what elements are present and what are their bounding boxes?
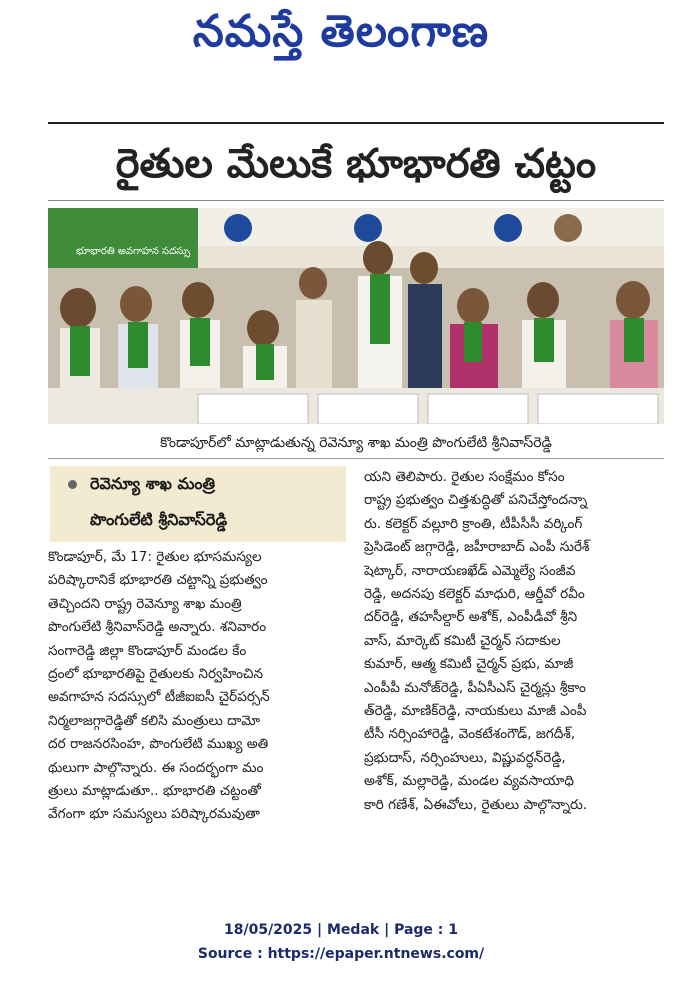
- body-line: ఎంపీపీ మనోజ్‌రెడ్డి, పీఏసీఎస్ చైర్మన్లు శ్రీకాం: [364, 679, 586, 696]
- body-line: నిర్మలాజగ్గారెడ్డితో కలిసి మంత్రులు దామో: [48, 712, 261, 729]
- body-line: షెట్కార్, నారాయణఖేడ్ ఎమ్మెల్యే సంజీవ: [364, 562, 576, 579]
- body-line: యని తెలిపారు. రైతుల సంక్షేమం కోసం: [364, 469, 565, 485]
- subheadline-box: [50, 466, 346, 542]
- body-line: పరిష్కారానికే భూభారతి చట్టాన్ని ప్రభుత్వం: [48, 572, 268, 589]
- body-line: అవగాహన సదస్సులో టీజీఐఐసీ చైర్‌పర్సన్: [48, 689, 270, 706]
- body-line: రు. కలెక్టర్ వల్లూరి క్రాంతి, టీపీసీసీ వర్కింగ్: [364, 515, 583, 532]
- body-line: దర్‌రెడ్డి, తహసీల్దార్ అశోక్, ఎంపీడీవో శ్రీని: [364, 609, 578, 626]
- masthead-title: నమస్తే తెలంగాణ: [192, 6, 490, 57]
- body-line: ప్రభుదాస్, నర్సింహులు, విష్ణువర్ధన్‌రెడ్డి,: [364, 749, 566, 766]
- body-line: త్‌రెడ్డి, మాణిక్‌రెడ్డి, నాయకులు మాజీ ఎంపీ: [364, 703, 587, 720]
- body-line: సంగారెడ్డి జిల్లా కొండాపూర్ మండల కేం: [48, 642, 247, 659]
- article-photo: [48, 208, 664, 424]
- body-line: రాష్ట్ర ప్రభుత్వం చిత్తశుద్ధితో పనిచేస్తోందన్నా: [364, 492, 588, 509]
- body-line: వేగంగా భూ సమస్యలు పరిష్కారమవుతా: [48, 806, 260, 823]
- body-line: త్రులు మాట్లాడుతూ.. భూభారతి చట్టంతో: [48, 783, 261, 800]
- body-line: థులుగా పాల్గొన్నారు. ఈ సందర్భంగా మం: [48, 759, 264, 776]
- headline-bottom-rule: [48, 200, 664, 201]
- body-line: ద్రంలో భూభారతిపై రైతులకు నిర్వహించిన: [48, 666, 263, 683]
- body-line: పొంగులేటి శ్రీనివాస్‌రెడ్డి అన్నారు. శనివారం: [48, 619, 267, 636]
- article-headline: రైతుల మేలుకే భూభారతి చట్టం: [115, 141, 597, 187]
- bullet-icon: [68, 480, 77, 489]
- body-line: టీసీ నర్సింహారెడ్డి, వెంకటేశంగౌడ్, జగదీశ్,: [364, 726, 576, 743]
- article-body-left-column: [48, 546, 348, 827]
- article-body-right-column: [364, 466, 666, 817]
- body-line: దర రాజనరసింహ, పొంగులేటి ముఖ్య అతి: [48, 736, 269, 753]
- body-line: కొండాపూర్, మే 17: రైతుల భూసమస్యల: [48, 549, 262, 565]
- body-line: రెడ్డి, అదనపు కలెక్టర్ మాధురి, ఆర్డీవో రవీం: [364, 586, 585, 603]
- body-line: కుమార్, ఆత్మ కమిటీ చైర్మన్ ప్రభు, మాజీ: [364, 656, 574, 673]
- photo-caption: కొండాపూర్‌లో మాట్లాడుతున్న రెవెన్యూ శాఖ మంత్రి పొంగులేటి శ్రీనివాస్‌రెడ్డి: [48, 428, 664, 459]
- subheadline-line-2: పొంగులేటి శ్రీనివాస్‌రెడ్డి: [90, 510, 228, 529]
- headline-top-rule: [48, 122, 664, 124]
- body-line: ప్రెసిడెంట్ జగ్గారెడ్డి, జహీరాబాద్ ఎంపీ సురేశ్: [364, 539, 590, 556]
- body-line: వాస్, మార్కెట్ కమిటీ చైర్మన్ సదాకుల: [364, 632, 561, 649]
- body-line: కారి గణేశ్, ఏఈవోలు, రైతులు పాల్గొన్నారు.: [364, 796, 588, 813]
- body-line: అశోక్, మల్లారెడ్డి, మండల వ్యవసాయాధి: [364, 773, 574, 790]
- masthead: [0, 0, 682, 82]
- footer-source: Source : https://epaper.ntnews.com/: [197, 946, 485, 962]
- footer-dateline: 18/05/2025 | Medak | Page : 1: [223, 922, 459, 938]
- stage-banner-text: భూభారతి అవగాహన సదస్సు: [76, 246, 191, 257]
- subheadline-line-1: రెవెన్యూ శాఖ మంత్రి: [90, 474, 215, 493]
- body-line: తెచ్చిందని రాష్ట్ర రెవెన్యూ శాఖ మంత్రి: [48, 595, 242, 612]
